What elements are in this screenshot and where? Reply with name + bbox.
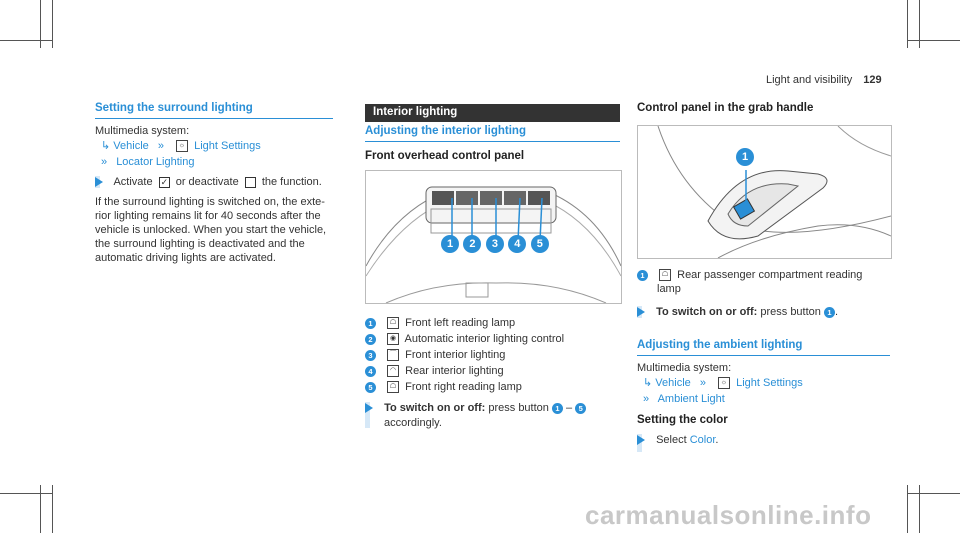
multimedia-label: Multimedia system: <box>637 362 732 374</box>
reading-lamp-icon: ☖ <box>659 269 671 281</box>
crop-mark <box>52 0 53 48</box>
legend-label: Rear interior lighting <box>405 365 504 377</box>
page-number: 129 <box>863 74 882 86</box>
legend-list <box>365 316 625 394</box>
title-rule <box>637 355 890 356</box>
step-arrow-icon <box>637 435 645 445</box>
button-ref: 5 <box>575 403 586 414</box>
callout-2: 2 <box>463 235 481 253</box>
surround-lighting-title: Setting the surround lighting <box>95 102 253 114</box>
page-header <box>766 73 882 87</box>
reading-lamp-icon: ☖ <box>387 317 399 329</box>
front-interior-light-icon: ⌒ <box>387 349 399 361</box>
double-chevron-icon: » <box>157 140 164 152</box>
step-dash: – <box>566 402 573 414</box>
legend-num: 2 <box>365 334 376 345</box>
rear-interior-light-icon: ◠ <box>387 365 399 377</box>
title-rule <box>365 141 620 142</box>
step-arrow-icon <box>637 307 645 317</box>
callout-1: 1 <box>736 148 754 166</box>
legend-label: Front interior lighting <box>405 349 506 361</box>
step-activate-text: Activate <box>113 176 153 188</box>
grab-switch-step: To switch on or off: press button 1 . <box>637 305 838 319</box>
title-rule <box>95 118 333 119</box>
light-settings-icon: ☼ <box>176 140 188 152</box>
grab-handle-heading: Control panel in the grab handle <box>637 102 814 114</box>
para-line: If the surround lighting is switched on, the exte- <box>95 196 325 208</box>
nav-path-2 <box>643 392 725 406</box>
legend-label: Automatic interior lighting control <box>404 333 565 345</box>
step-bold-text: To switch on or off: <box>656 306 758 318</box>
front-overhead-heading: Front overhead control panel <box>365 150 525 162</box>
para-line: vehicle is unlocked. When you start the vehicle, <box>95 224 327 236</box>
callout-4: 4 <box>508 235 526 253</box>
step-text: press button <box>760 306 821 318</box>
step-function-text: the function. <box>261 176 322 188</box>
callout-5: 5 <box>531 235 549 253</box>
return-arrow-icon: ↳ <box>643 377 653 389</box>
para-line: automatic driving lights are activated. <box>95 252 276 264</box>
path-vehicle-link[interactable]: Vehicle <box>655 377 691 389</box>
double-chevron-icon: » <box>643 393 650 405</box>
step-arrow-icon <box>365 403 373 413</box>
path-light-settings-link[interactable]: Light Settings <box>736 377 803 389</box>
legend-num: 1 <box>637 270 648 281</box>
crop-mark <box>52 485 53 533</box>
para-line: rior lighting remains lit for 40 seconds after the <box>95 210 321 222</box>
callout-1: 1 <box>441 235 459 253</box>
legend-label-line2: lamp <box>657 283 681 295</box>
switch-step-line2: accordingly. <box>384 417 442 429</box>
crop-mark <box>0 493 52 494</box>
legend-item <box>365 380 625 394</box>
activate-step <box>95 175 322 189</box>
return-arrow-icon: ↳ <box>101 140 111 152</box>
path-light-settings-link[interactable]: Light Settings <box>194 140 261 152</box>
double-chevron-icon: » <box>699 377 706 389</box>
legend-label: Front left reading lamp <box>405 317 516 329</box>
step-period: . <box>715 434 719 446</box>
step-select-text: Select <box>656 434 687 446</box>
legend-item <box>365 316 625 330</box>
legend-num: 3 <box>365 350 376 361</box>
interior-lighting-banner <box>365 104 620 122</box>
crop-mark <box>0 40 52 41</box>
grab-handle-figure <box>637 125 892 259</box>
multimedia-label: Multimedia system: <box>95 125 190 137</box>
path-locator-link[interactable]: Locator Lighting <box>116 156 195 168</box>
ambient-lighting-title: Adjusting the ambient lighting <box>637 339 803 351</box>
step-deactivate-text: or deactivate <box>175 176 239 188</box>
setting-color-heading: Setting the color <box>637 414 728 426</box>
legend-item <box>365 332 625 346</box>
legend-label: Rear passenger compartment reading <box>677 269 863 281</box>
nav-path-2 <box>101 155 194 169</box>
crop-mark <box>907 40 960 41</box>
legend-item <box>365 348 625 362</box>
nav-path-1 <box>101 139 261 153</box>
legend-num: 1 <box>365 318 376 329</box>
watermark: carmanualsonline.info <box>585 500 872 530</box>
surround-paragraph <box>95 195 345 265</box>
grab-handle-illustration <box>638 126 891 258</box>
legend-item <box>365 364 625 378</box>
light-settings-icon: ☼ <box>718 377 730 389</box>
step-text: press button <box>488 402 549 414</box>
nav-path-1 <box>643 376 803 390</box>
callout-row <box>441 235 549 253</box>
grab-legend-item <box>637 268 897 296</box>
reading-lamp-icon: ☖ <box>387 381 399 393</box>
legend-num: 4 <box>365 366 376 377</box>
double-chevron-icon: » <box>101 156 108 168</box>
para-line: the surround lighting is deactivated and the <box>95 238 305 250</box>
banner-text: Interior lighting <box>373 106 458 118</box>
step-bold-text: To switch on or off: <box>384 402 486 414</box>
legend-num: 5 <box>365 382 376 393</box>
overhead-panel-figure <box>365 170 622 304</box>
legend-label: Front right reading lamp <box>405 381 522 393</box>
button-ref: 1 <box>824 307 835 318</box>
color-link[interactable]: Color <box>689 434 716 446</box>
step-arrow-icon <box>95 177 103 187</box>
button-ref: 1 <box>552 403 563 414</box>
switch-step <box>365 401 586 415</box>
empty-box-icon <box>245 177 256 188</box>
select-color-step <box>637 433 718 447</box>
adjusting-interior-title: Adjusting the interior lighting <box>365 125 526 137</box>
callout-3: 3 <box>486 235 504 253</box>
checked-box-icon: ✓ <box>160 176 169 187</box>
header-section: Light and visibility <box>766 74 853 86</box>
path-vehicle-link[interactable]: Vehicle <box>113 140 149 152</box>
crop-mark <box>907 493 960 494</box>
path-ambient-link[interactable]: Ambient Light <box>657 393 725 405</box>
auto-lighting-icon: ◉ <box>387 333 399 345</box>
